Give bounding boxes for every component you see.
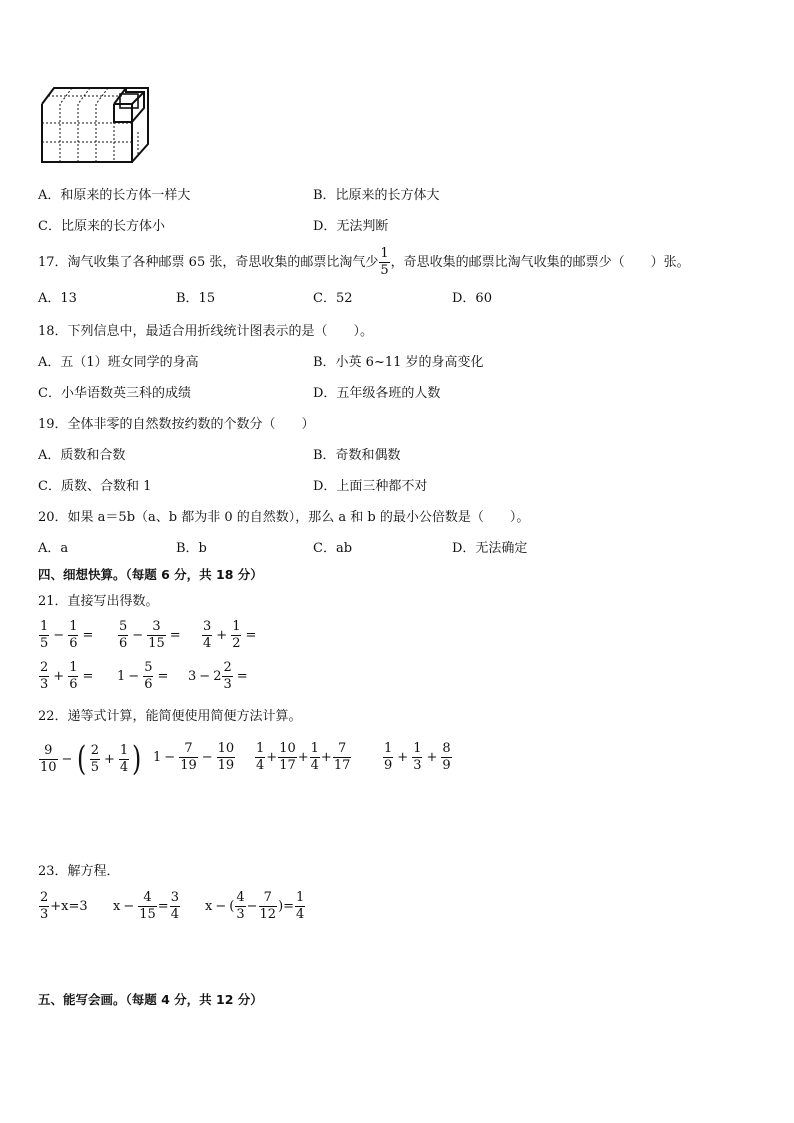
left-paren: ( [229,898,235,914]
den: 4 [119,759,129,775]
q18-stem: 18．下列信息中，最适合用折线统计图表示的是（ ）。 [38,324,374,339]
den: 5 [40,635,49,651]
q18-option-a[interactable]: A．五（1）班女同学的身高 [38,355,199,370]
q16-option-b[interactable]: B．比原来的长方体大 [313,188,440,203]
section5-title: 五、能写会画。（每题 4 分，共 12 分） [38,992,263,1007]
q19-option-b[interactable]: B．奇数和偶数 [313,448,401,463]
den: 4 [310,757,319,773]
cuboid-figure [38,82,154,168]
q17-option-c[interactable]: C．52 [313,291,353,306]
q20-option-d[interactable]: D．无法确定 [452,541,528,556]
q21-stem: 21．直接写出得数。 [38,594,159,609]
num: 9 [44,742,53,758]
equals: = [82,627,94,643]
operator: − [123,898,135,914]
num: 7 [337,741,347,756]
right-paren: ) [132,739,142,779]
num: 5 [119,619,128,634]
q20-option-c[interactable]: C．ab [313,541,353,556]
q18-option-c[interactable]: C．小华语数英三科的成绩 [38,386,191,401]
den: 6 [144,676,153,692]
q22-expr-4 [382,742,453,772]
operator: + [297,749,309,765]
equals: = [169,627,181,643]
equation-rest: +x=3 [50,898,88,914]
q17-option-a[interactable]: A．13 [38,291,77,306]
q17-fraction [379,247,389,277]
operator: − [199,668,211,684]
q22-expr-3 [254,742,352,772]
equals: = [245,627,257,643]
left-paren: ( [77,739,87,779]
operator: − [61,751,73,767]
num: 1 [119,742,129,758]
equals: = [157,668,169,684]
q23-expr-3 [205,891,306,921]
variable: x [205,898,213,914]
num: 7 [184,741,193,756]
den: 3 [413,757,422,773]
den: 3 [236,906,245,922]
q22-expr-1 [38,739,143,779]
q18-option-b[interactable]: B．小英 6~11 岁的身高变化 [313,355,484,370]
den: 4 [170,906,179,922]
den: 10 [40,759,57,775]
num: 2 [223,660,232,675]
den: 3 [223,676,232,692]
operator: + [104,751,115,767]
q16-option-c[interactable]: C．比原来的长方体小 [38,219,165,234]
operator: − [53,627,65,643]
operator: − [215,898,227,914]
q21-expr-4 [38,661,96,691]
num: 5 [144,660,153,675]
whole: 1 [117,668,126,684]
num: 2 [40,890,49,905]
den: 9 [442,757,451,773]
q17-option-d[interactable]: D．60 [452,291,492,306]
q19-option-d[interactable]: D．上面三种都不对 [313,479,428,494]
q20-option-b[interactable]: B．b [176,541,207,556]
section4-title: 四、细想快算。（每题 6 分，共 18 分） [38,567,263,582]
q17-frac-num: 1 [380,246,389,261]
q17-option-b[interactable]: B．15 [176,291,216,306]
q18-option-d[interactable]: D．五年级各班的人数 [313,386,441,401]
operator: − [164,749,176,765]
den: 15 [148,635,165,651]
den: 4 [203,635,212,651]
den: 2 [232,635,241,651]
num: 8 [442,741,451,756]
num: 1 [69,619,78,634]
den: 17 [279,757,296,773]
operator: + [397,749,409,765]
operator: + [53,668,65,684]
num: 1 [256,741,265,756]
right-paren: ) [278,898,284,914]
num: 4 [236,890,245,905]
den: 5 [90,759,99,775]
num: 2 [40,660,49,675]
q20-option-a[interactable]: A．a [38,541,69,556]
q21-expr-3 [201,620,259,650]
q16-option-a[interactable]: A．和原来的长方体一样大 [38,188,191,203]
den: 4 [256,757,265,773]
num: 1 [232,619,241,634]
q19-option-c[interactable]: C．质数、合数和 1 [38,479,152,494]
q20-stem: 20．如果 a＝5b（a、b 都为非 0 的自然数），那么 a 和 b 的最小公倍数是（ ）。 [38,510,530,525]
q17-stem-after: ，奇思收集的邮票比淘气收集的邮票少（ ）张。 [390,254,690,270]
den: 3 [40,676,49,692]
num: 4 [143,890,152,905]
num: 3 [170,890,179,905]
whole: 1 [153,749,162,765]
operator: − [132,627,144,643]
den: 19 [180,757,197,773]
equals: = [236,668,248,684]
q23-expr-2 [113,891,181,921]
equals: = [82,668,94,684]
q17-stem-before: 17．淘气收集了各种邮票 65 张，奇思收集的邮票比淘气少 [38,254,379,270]
num: 1 [296,890,305,905]
num: 10 [217,741,235,756]
num: 1 [40,619,49,634]
den: 6 [69,635,78,651]
q21-expr-5 [117,661,171,691]
den: 12 [259,906,277,922]
den: 6 [119,635,128,651]
operator: + [216,627,228,643]
equals: = [283,898,295,914]
num: 3 [203,619,212,634]
den: 3 [40,906,49,922]
num: 1 [310,741,319,756]
den: 15 [139,906,156,922]
den: 4 [296,906,305,922]
operator: − [201,749,213,765]
num: 2 [90,742,99,758]
operator: − [128,668,140,684]
den: 6 [69,676,78,692]
num: 7 [263,890,272,905]
q23-expr-1 [38,891,88,921]
operator: + [266,749,278,765]
q16-option-d[interactable]: D．无法判断 [313,219,389,234]
operator: + [320,749,332,765]
q22-expr-2 [153,742,236,772]
whole: 3 [188,668,197,684]
q21-expr-6 [188,661,251,691]
den: 9 [384,757,393,773]
den: 17 [333,757,351,773]
q22-stem: 22．递等式计算，能简便使用简便方法计算。 [38,709,302,724]
operator: − [246,898,258,914]
num: 1 [413,741,422,756]
q23-stem: 23．解方程． [38,864,120,879]
q17-stem [38,247,690,277]
num: 3 [152,619,161,634]
mixed-whole: 2 [213,668,222,684]
q19-stem: 19．全体非零的自然数按约数的个数分（ ） [38,417,315,432]
q19-option-a[interactable]: A．质数和合数 [38,448,126,463]
num: 1 [69,660,78,675]
num: 10 [279,741,296,756]
q21-expr-1 [38,620,96,650]
den: 19 [217,757,235,773]
q21-expr-2 [117,620,184,650]
q17-frac-den: 5 [380,262,389,278]
variable: x [113,898,121,914]
num: 1 [384,741,393,756]
operator: + [426,749,438,765]
equals: = [157,898,169,914]
